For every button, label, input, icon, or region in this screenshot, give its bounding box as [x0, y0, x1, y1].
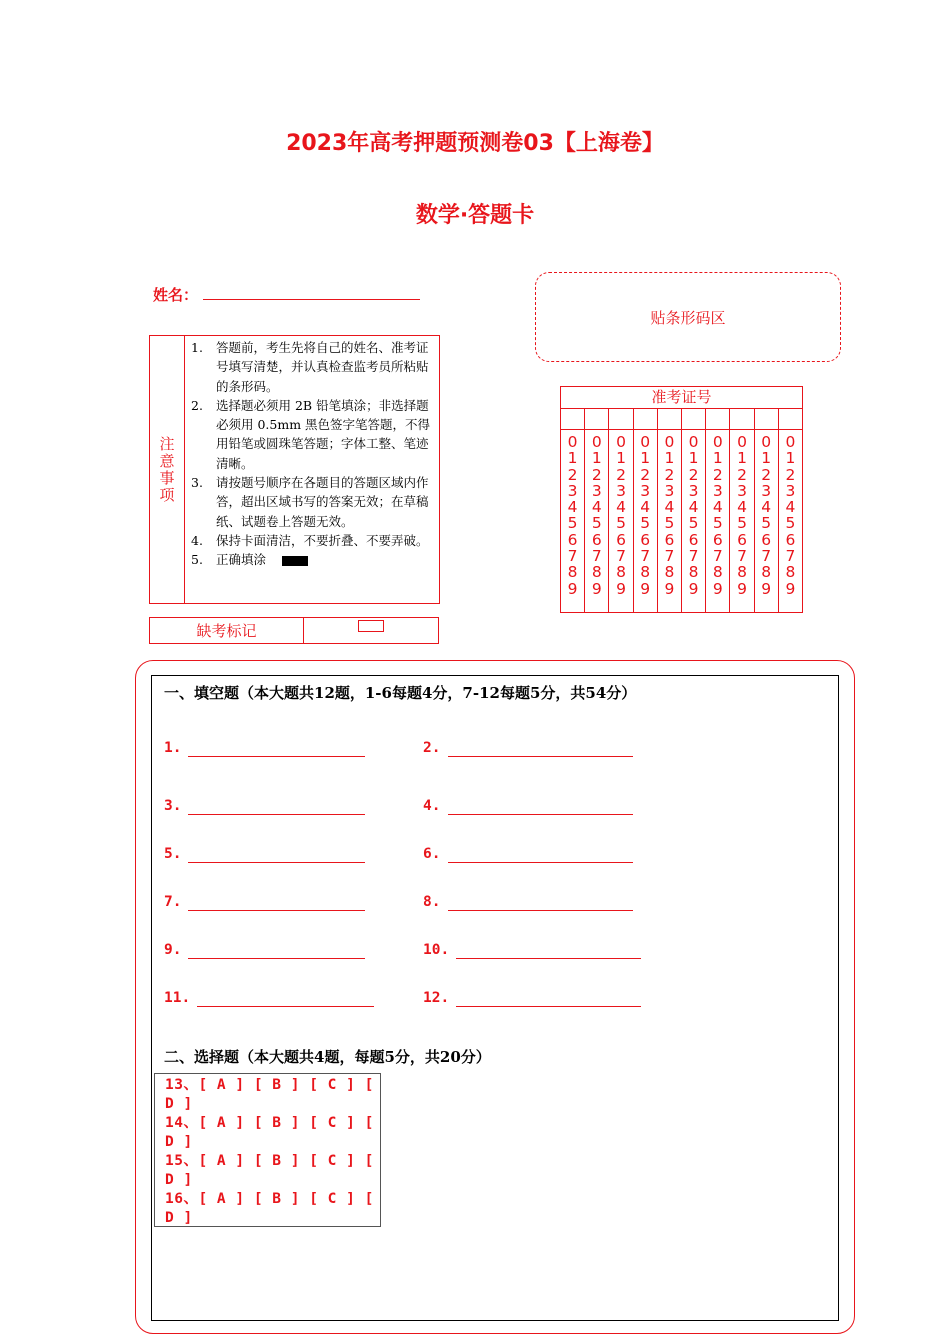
- exam-digit[interactable]: 6: [712, 530, 723, 549]
- exam-digit[interactable]: 3: [688, 481, 699, 500]
- exam-digit[interactable]: 4: [616, 498, 626, 517]
- answer-line[interactable]: [188, 756, 365, 757]
- exam-number-write-cell[interactable]: [658, 409, 682, 429]
- choice-question[interactable]: 16、[ A ] [ B ] [ C ] [ D ]: [165, 1191, 374, 1226]
- exam-digit[interactable]: 7: [761, 547, 772, 566]
- notice-item-num: 1.: [191, 340, 203, 355]
- exam-digit[interactable]: 1: [664, 449, 675, 468]
- notice-item-num: 2.: [191, 397, 203, 413]
- exam-digit[interactable]: 7: [688, 547, 699, 566]
- exam-digit[interactable]: 7: [591, 547, 602, 566]
- notice-item-5: [216, 550, 437, 569]
- exam-digit[interactable]: 8: [712, 563, 723, 582]
- exam-digit[interactable]: 1: [688, 449, 699, 468]
- exam-digit[interactable]: 1: [761, 449, 772, 468]
- answer-line[interactable]: [448, 862, 633, 863]
- exam-digit[interactable]: 1: [567, 449, 578, 468]
- exam-digit[interactable]: 0: [737, 433, 747, 451]
- exam-number-write-cell[interactable]: [706, 409, 730, 429]
- choice-answer-box: [154, 1073, 381, 1227]
- absent-checkbox[interactable]: [358, 620, 384, 632]
- notice-heading: 注意事项: [157, 435, 176, 504]
- exam-number-column: [779, 430, 802, 613]
- exam-digit[interactable]: 9: [688, 579, 699, 598]
- correct-fill-example: [282, 556, 308, 566]
- answer-line[interactable]: [188, 958, 365, 959]
- exam-digit[interactable]: 2: [616, 465, 626, 484]
- choice-question[interactable]: 14、[ A ] [ B ] [ C ] [ D ]: [165, 1115, 374, 1150]
- notice-item: [191, 531, 437, 550]
- exam-digit[interactable]: 5: [712, 514, 723, 533]
- exam-digit[interactable]: 9: [761, 579, 772, 598]
- exam-digit[interactable]: 8: [761, 563, 772, 582]
- exam-digit[interactable]: 8: [616, 563, 626, 582]
- exam-digit[interactable]: 8: [664, 563, 675, 582]
- exam-digit[interactable]: 3: [664, 481, 675, 500]
- exam-digit[interactable]: 0: [591, 433, 602, 451]
- exam-digit[interactable]: 2: [712, 465, 723, 484]
- exam-digit[interactable]: 4: [785, 498, 796, 517]
- exam-digit[interactable]: 0: [616, 433, 626, 451]
- exam-digit[interactable]: 4: [737, 498, 747, 517]
- exam-digit[interactable]: 4: [712, 498, 723, 517]
- exam-digit[interactable]: 1: [616, 449, 626, 468]
- answer-line[interactable]: [448, 910, 633, 911]
- exam-digit[interactable]: 2: [640, 465, 651, 484]
- notice-item-num: 4.: [191, 532, 203, 548]
- choice-question[interactable]: 15、[ A ] [ B ] [ C ] [ D ]: [165, 1153, 374, 1188]
- exam-digit[interactable]: 0: [664, 433, 675, 451]
- exam-digit[interactable]: 0: [761, 433, 772, 451]
- exam-digit[interactable]: 4: [567, 498, 578, 517]
- exam-digit[interactable]: 1: [712, 449, 723, 468]
- exam-digit[interactable]: 1: [737, 449, 747, 468]
- exam-number-column: [730, 430, 754, 613]
- name-label: 姓名：: [153, 286, 199, 304]
- exam-digit[interactable]: 0: [785, 433, 796, 451]
- exam-number-column: [755, 430, 779, 613]
- notice-item: [191, 550, 437, 569]
- exam-number-column: [706, 430, 730, 613]
- exam-digit[interactable]: 2: [591, 465, 602, 484]
- exam-digit[interactable]: 4: [640, 498, 651, 517]
- choice-list: [165, 1076, 377, 1228]
- answer-number: 8.: [423, 894, 441, 910]
- exam-digit[interactable]: 5: [785, 514, 796, 533]
- exam-number-write-row: [561, 409, 802, 430]
- exam-number-digit-columns: [561, 430, 802, 613]
- answer-line[interactable]: [448, 814, 633, 815]
- exam-digit[interactable]: 5: [664, 514, 675, 533]
- exam-digit[interactable]: 5: [761, 514, 772, 533]
- exam-digit[interactable]: 8: [688, 563, 699, 582]
- exam-digit[interactable]: 7: [640, 547, 651, 566]
- exam-digit[interactable]: 9: [616, 579, 626, 598]
- answer-line[interactable]: [188, 862, 365, 863]
- exam-digit[interactable]: 7: [567, 547, 578, 566]
- exam-digit[interactable]: 9: [591, 579, 602, 598]
- barcode-area: [535, 272, 841, 362]
- exam-digit[interactable]: 3: [761, 481, 772, 500]
- exam-digit[interactable]: 3: [785, 481, 796, 500]
- absent-label: 缺考标记: [150, 618, 304, 643]
- exam-digit[interactable]: 3: [737, 481, 747, 500]
- exam-digit[interactable]: 4: [688, 498, 699, 517]
- answer-line[interactable]: [456, 1006, 641, 1007]
- exam-digit[interactable]: 5: [688, 514, 699, 533]
- exam-digit[interactable]: 7: [785, 547, 796, 566]
- exam-digit[interactable]: 6: [591, 530, 602, 549]
- exam-number-column: [634, 430, 658, 613]
- exam-digit[interactable]: 8: [567, 563, 578, 582]
- notice-item-text: 正确填涂: [216, 552, 267, 568]
- exam-digit[interactable]: 3: [567, 481, 578, 500]
- exam-digit[interactable]: 9: [664, 579, 675, 598]
- notice-item: [191, 396, 437, 473]
- exam-digit[interactable]: 5: [567, 514, 578, 533]
- exam-number-column: [585, 430, 609, 613]
- exam-number-write-cell[interactable]: [561, 409, 585, 429]
- exam-digit[interactable]: 3: [616, 481, 626, 500]
- exam-digit[interactable]: 8: [737, 563, 747, 582]
- answer-line[interactable]: [188, 814, 365, 815]
- answer-number: 10.: [423, 942, 450, 958]
- exam-number-write-cell[interactable]: [730, 409, 754, 429]
- exam-digit[interactable]: 2: [737, 465, 747, 484]
- exam-digit[interactable]: 6: [785, 530, 796, 549]
- exam-digit[interactable]: 1: [591, 449, 602, 468]
- exam-digit[interactable]: 1: [785, 449, 796, 468]
- exam-digit[interactable]: 6: [761, 530, 772, 549]
- exam-digit[interactable]: 6: [688, 530, 699, 549]
- answer-line[interactable]: [197, 1006, 374, 1007]
- page-title: 2023年高考押题预测卷03【上海卷】: [286, 131, 664, 156]
- exam-number-write-cell[interactable]: [585, 409, 609, 429]
- exam-digit[interactable]: 8: [591, 563, 602, 582]
- exam-digit[interactable]: 9: [712, 579, 723, 598]
- name-field[interactable]: [203, 299, 420, 300]
- notice-item-text: 请按题号顺序在各题目的答题区域内作答，超出区域书写的答案无效；在草稿纸、试题卷上答题无效。: [216, 475, 429, 529]
- exam-digit[interactable]: 6: [567, 530, 578, 549]
- exam-digit[interactable]: 7: [664, 547, 675, 566]
- choice-question[interactable]: 13、[ A ] [ B ] [ C ] [ D ]: [165, 1077, 374, 1112]
- notice-box: [149, 335, 440, 604]
- exam-digit[interactable]: 2: [761, 465, 772, 484]
- exam-digit[interactable]: 8: [785, 563, 796, 582]
- exam-digit[interactable]: 9: [640, 579, 651, 598]
- notice-item-num: 5.: [191, 552, 203, 568]
- answer-number: 9.: [164, 942, 182, 958]
- answer-number: 3.: [164, 798, 182, 814]
- exam-digit[interactable]: 7: [737, 547, 747, 566]
- exam-digit[interactable]: 4: [591, 498, 602, 517]
- section1-title: 一、填空题（本大题共12题，1-6每题4分，7-12每题5分，共54分）: [164, 684, 637, 702]
- exam-number-column: [658, 430, 682, 613]
- answer-number: 12.: [423, 990, 450, 1006]
- exam-digit[interactable]: 0: [567, 433, 578, 451]
- exam-digit[interactable]: 8: [640, 563, 651, 582]
- exam-number-write-cell[interactable]: [609, 409, 633, 429]
- notice-item: [191, 473, 437, 531]
- exam-digit[interactable]: 0: [640, 433, 651, 451]
- exam-digit[interactable]: 2: [567, 465, 578, 484]
- answer-number: 6.: [423, 846, 441, 862]
- exam-digit[interactable]: 6: [640, 530, 651, 549]
- exam-digit[interactable]: 5: [640, 514, 651, 533]
- exam-number-title: 准考证号: [561, 387, 802, 409]
- absent-mark-row: [149, 617, 439, 644]
- exam-digit[interactable]: 9: [737, 579, 747, 598]
- notice-heading-cell: [150, 336, 185, 603]
- exam-digit[interactable]: 2: [688, 465, 699, 484]
- exam-number-grid: [560, 386, 803, 613]
- exam-number-write-cell[interactable]: [755, 409, 779, 429]
- exam-digit[interactable]: 0: [688, 433, 699, 451]
- exam-number-column: [561, 430, 585, 613]
- notice-item: [191, 338, 437, 396]
- exam-digit[interactable]: 3: [591, 481, 602, 500]
- exam-digit[interactable]: 2: [785, 465, 796, 484]
- notice-item-text: 保持卡面清洁，不要折叠、不要弄破。: [216, 532, 429, 548]
- exam-number-write-cell[interactable]: [634, 409, 658, 429]
- exam-digit[interactable]: 6: [664, 530, 675, 549]
- exam-number-column: [682, 430, 706, 613]
- answer-line[interactable]: [188, 910, 365, 911]
- exam-digit[interactable]: 5: [737, 514, 747, 533]
- answer-line[interactable]: [456, 958, 641, 959]
- answer-number: 1.: [164, 740, 182, 756]
- exam-digit[interactable]: 4: [761, 498, 772, 517]
- exam-digit[interactable]: 3: [640, 481, 651, 500]
- barcode-label: 贴条形码区: [650, 308, 726, 327]
- exam-digit[interactable]: 5: [616, 514, 626, 533]
- notice-item-text: 选择题必须用 2B 铅笔填涂；非选择题必须用 0.5mm 黑色签字笔答题，不得用铅笔或圆珠笔答题；字体工整、笔迹清晰。: [216, 397, 431, 471]
- exam-digit[interactable]: 7: [616, 547, 626, 566]
- exam-digit[interactable]: 5: [591, 514, 602, 533]
- exam-digit[interactable]: 3: [712, 481, 723, 500]
- answer-number: 4.: [423, 798, 441, 814]
- exam-number-column: [609, 430, 633, 613]
- answer-line[interactable]: [448, 756, 633, 757]
- page-subtitle: 数学·答题卡: [415, 203, 535, 228]
- section2-title: 二、选择题（本大题共4题，每题5分，共20分）: [164, 1048, 491, 1066]
- exam-digit[interactable]: 6: [737, 530, 747, 549]
- exam-digit[interactable]: 0: [712, 433, 723, 451]
- exam-digit[interactable]: 7: [712, 547, 723, 566]
- exam-digit[interactable]: 6: [616, 530, 626, 549]
- exam-digit[interactable]: 1: [640, 449, 651, 468]
- exam-number-write-cell[interactable]: [682, 409, 706, 429]
- answer-number: 7.: [164, 894, 182, 910]
- answer-number: 5.: [164, 846, 182, 862]
- answer-number: 11.: [164, 990, 191, 1006]
- notice-item-text: 答题前，考生先将自己的姓名、准考证号填写清楚，并认真检查监考员所粘贴的条形码。: [216, 340, 429, 394]
- notice-item-num: 3.: [191, 475, 203, 491]
- exam-digit[interactable]: 4: [664, 498, 675, 517]
- answer-number: 2.: [423, 740, 441, 756]
- exam-digit[interactable]: 2: [664, 465, 675, 484]
- exam-digit[interactable]: 9: [567, 579, 578, 598]
- notice-list: [191, 338, 437, 570]
- exam-digit[interactable]: 9: [785, 579, 796, 598]
- exam-number-write-cell[interactable]: [779, 409, 802, 429]
